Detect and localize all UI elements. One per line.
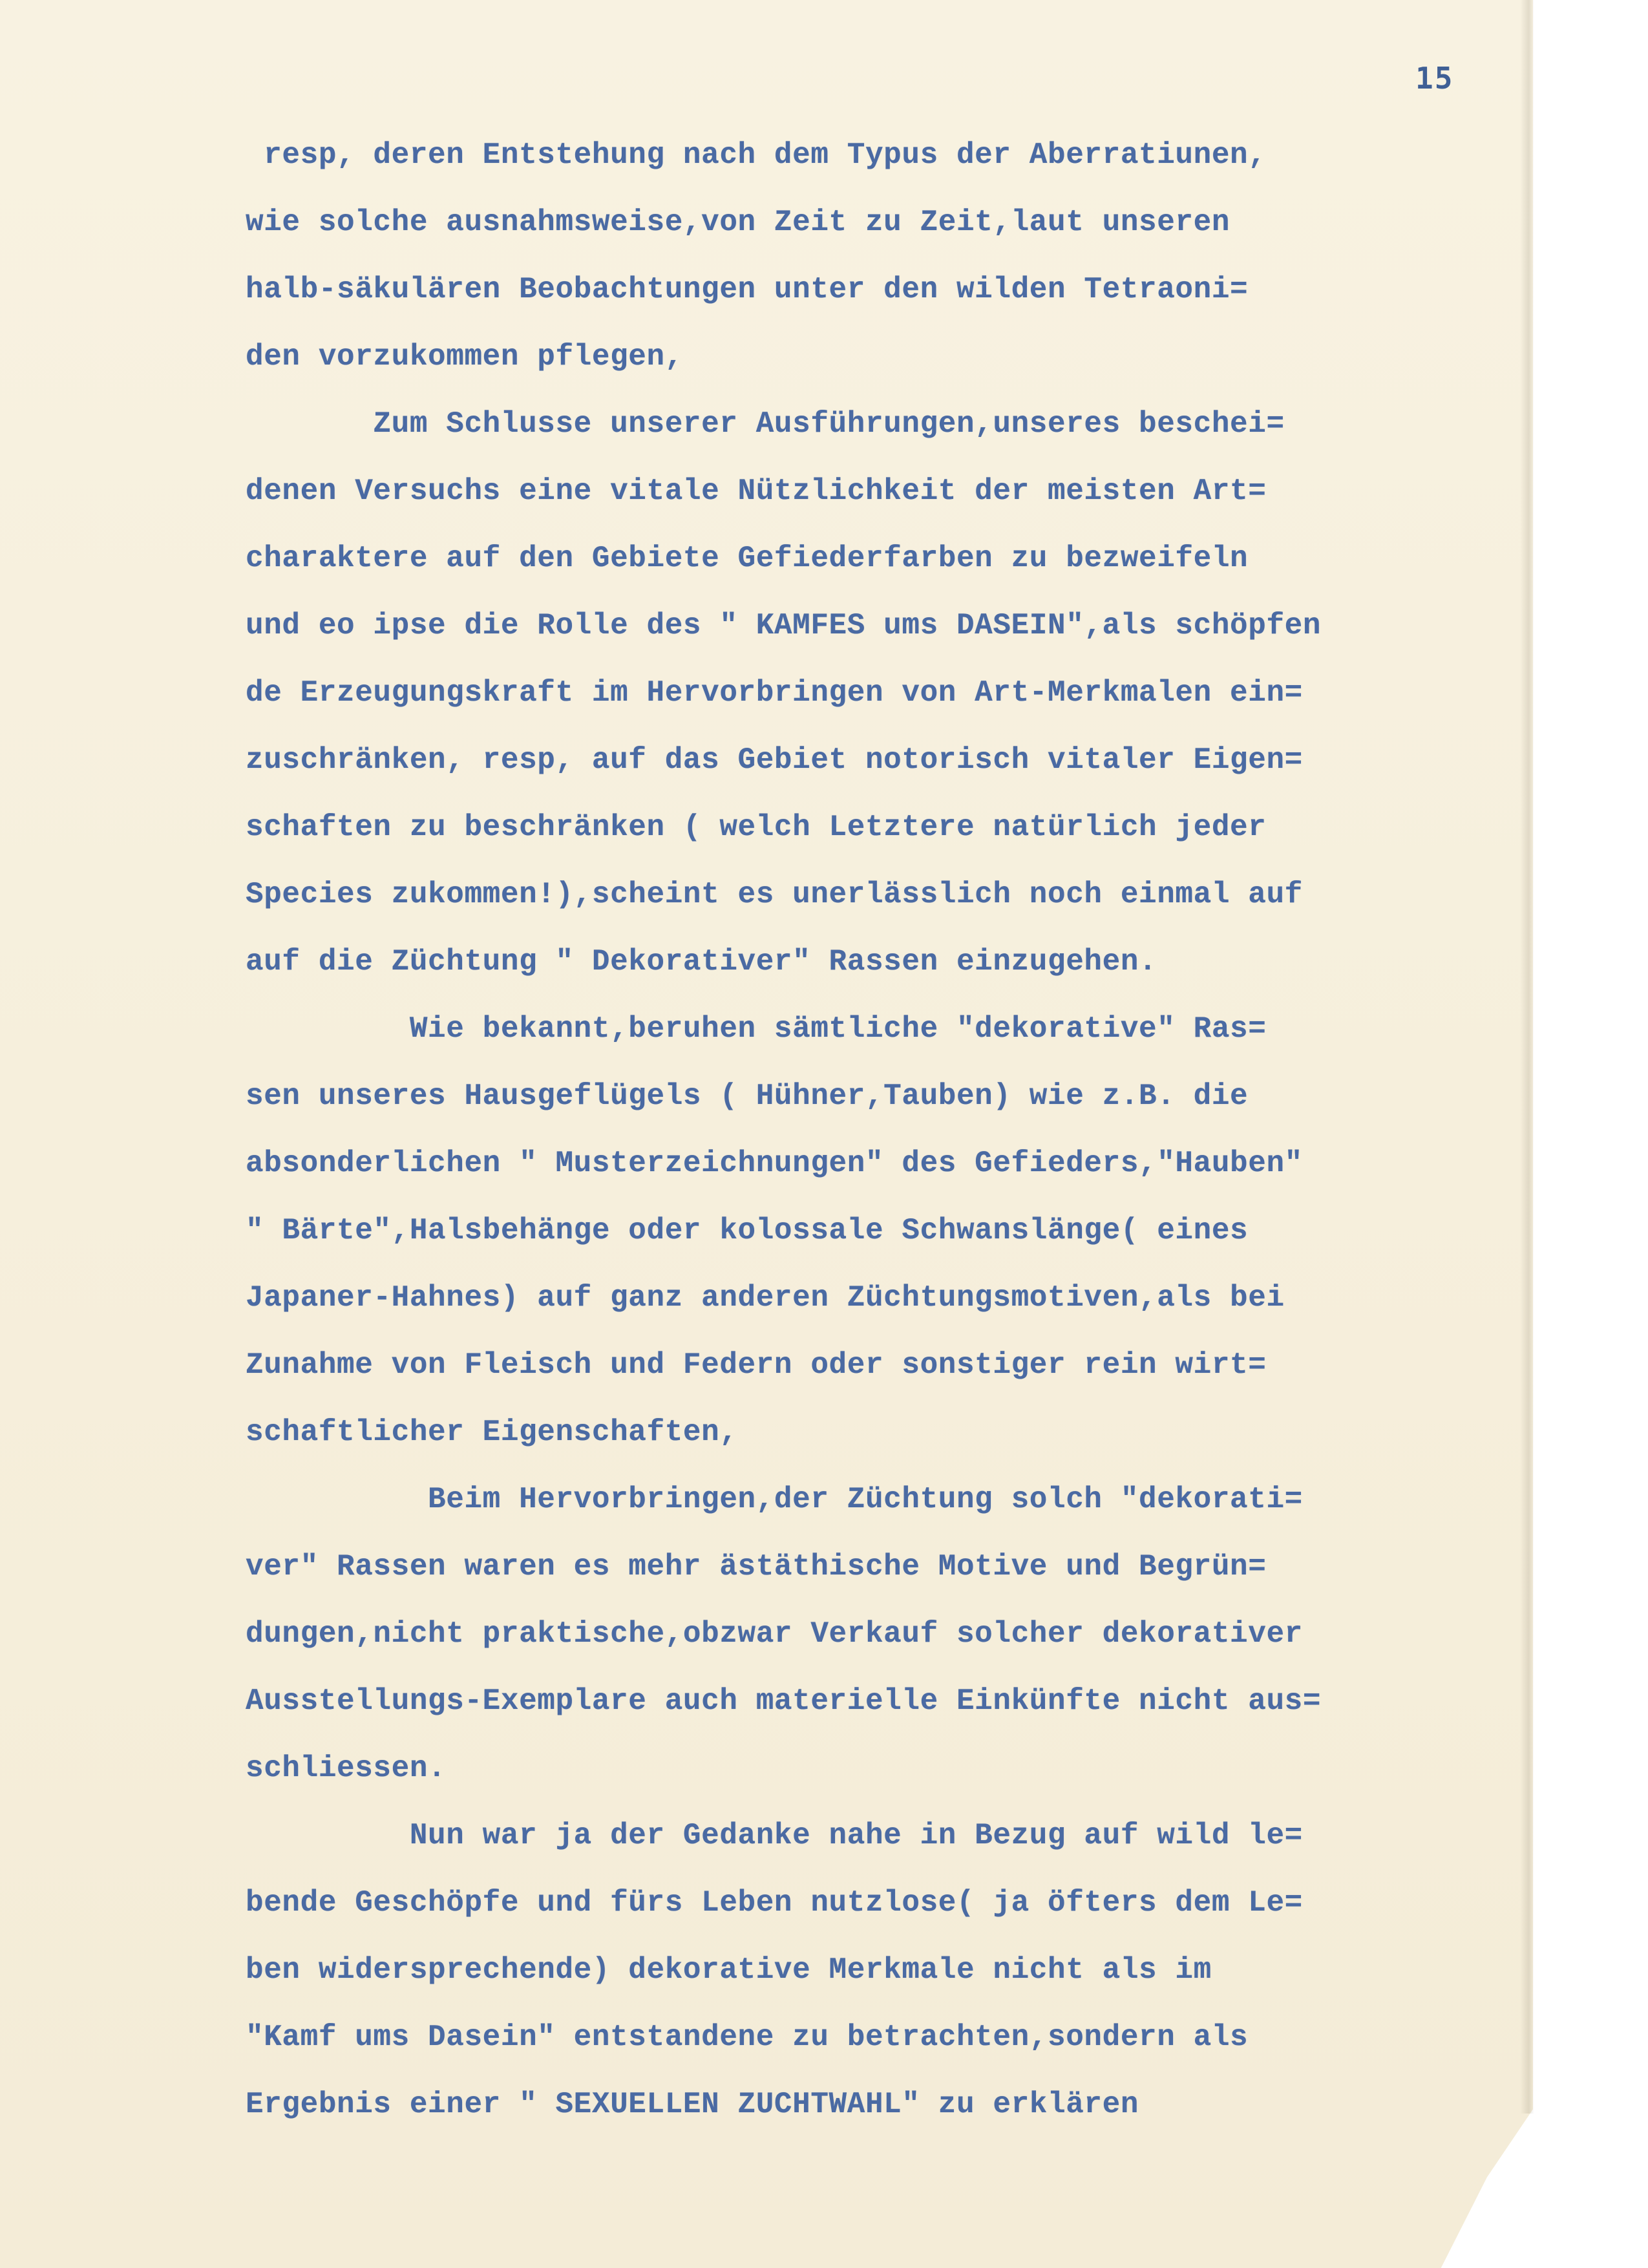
text-line: schliessen. — [246, 1752, 447, 1785]
text-line: schaften zu beschränken ( welch Letztere natürlich jeder — [246, 811, 1267, 844]
text-line: Species zukommen!),scheint es unerlässlich noch einmal auf — [246, 878, 1303, 911]
text-line: "Kamf ums Dasein" entstandene zu betrachten,sondern als — [246, 2020, 1249, 2054]
text-line: de Erzeugungskraft im Hervorbringen von Art-Merkmalen ein= — [246, 676, 1303, 710]
text-line: sen unseres Hausgeflügels ( Hühner,Tauben) wie z.B. die — [246, 1079, 1249, 1113]
text-line: resp, deren Entstehung nach dem Typus der Aberratiunen, — [246, 138, 1267, 172]
text-line: schaftlicher Eigenschaften, — [246, 1415, 738, 1449]
text-line: Japaner-Hahnes) auf ganz anderen Züchtungsmotiven,als bei — [246, 1281, 1285, 1315]
text-line: Zum Schlusse unserer Ausführungen,unseres beschei= — [246, 407, 1285, 441]
text-line: absonderlichen " Musterzeichnungen" des Gefieders,"Hauben" — [246, 1147, 1303, 1180]
text-line: Nun war ja der Gedanke nahe in Bezug auf wild le= — [246, 1819, 1303, 1852]
text-line: Beim Hervorbringen,der Züchtung solch "dekorati= — [246, 1483, 1303, 1516]
text-line: ben widersprechende) dekorative Merkmale nicht als im — [246, 1953, 1212, 1987]
paper-edge — [1520, 0, 1534, 2114]
typewritten-text — [246, 122, 1512, 2138]
text-line: charaktere auf den Gebiete Gefiederfarben zu bezweifeln — [246, 542, 1249, 575]
text-line: zuschränken, resp, auf das Gebiet notorisch vitaler Eigen= — [246, 743, 1303, 777]
text-line: wie solche ausnahmsweise,von Zeit zu Zeit,laut unseren — [246, 206, 1231, 239]
page-number: 15 — [1415, 61, 1454, 96]
text-line: Ergebnis einer " SEXUELLEN ZUCHTWAHL" zu erklären — [246, 2088, 1139, 2121]
text-line: ver" Rassen waren es mehr ästäthische Motive und Begrün= — [246, 1550, 1267, 1584]
text-line: bende Geschöpfe und fürs Leben nutzlose( ja öfters dem Le= — [246, 1886, 1303, 1920]
text-line: den vorzukommen pflegen, — [246, 340, 683, 374]
text-line: " Bärte",Halsbehänge oder kolossale Schwanslänge( eines — [246, 1214, 1249, 1247]
text-line: und eo ipse die Rolle des " KAMFES ums DASEIN",als schöpfen — [246, 609, 1322, 642]
text-line: denen Versuchs eine vitale Nützlichkeit der meisten Art= — [246, 474, 1267, 508]
text-line: Zunahme von Fleisch und Federn oder sonstiger rein wirt= — [246, 1348, 1267, 1382]
text-line: auf die Züchtung " Dekorativer" Rassen einzugehen. — [246, 945, 1157, 979]
text-line: dungen,nicht praktische,obzwar Verkauf solcher dekorativer — [246, 1617, 1303, 1651]
text-line: halb-säkulären Beobachtungen unter den wilden Tetraoni= — [246, 273, 1249, 306]
text-line: Ausstellungs-Exemplare auch materielle Einkünfte nicht aus= — [246, 1684, 1322, 1718]
text-line: Wie bekannt,beruhen sämtliche "dekorative" Ras= — [246, 1012, 1267, 1046]
